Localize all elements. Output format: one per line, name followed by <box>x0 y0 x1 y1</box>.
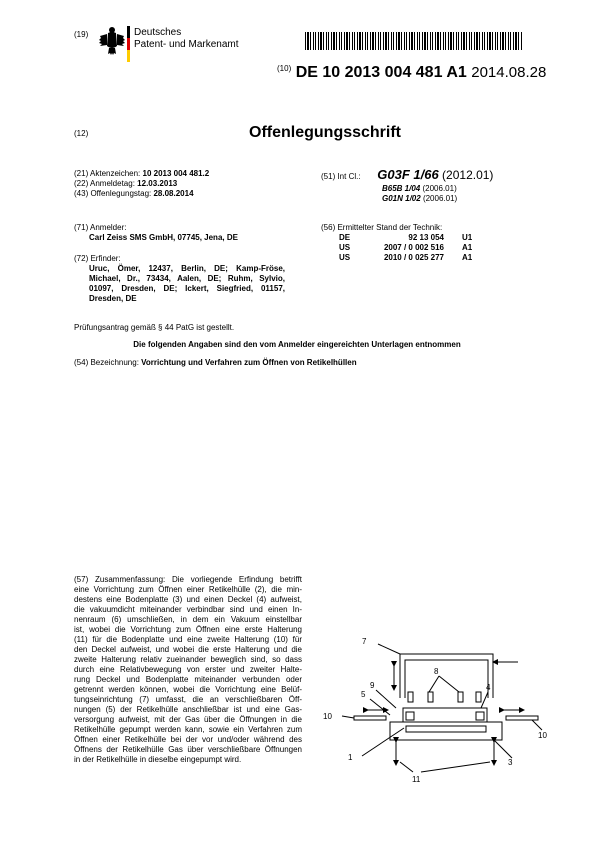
ref-number: 2007 / 0 002 516 <box>383 243 444 252</box>
inventors-line: Dresden, DE <box>89 294 137 303</box>
abstract-line: Öffnens der Retikelhülle Gas über verschließbare Öffnungen <box>74 745 302 754</box>
abstract-line: die vakuumdicht miteinander verbindbar sind und einen In- <box>74 605 302 614</box>
abstract-line: (57) Zusammenfassung: Die vorliegende Erfindung betrifft <box>74 575 302 584</box>
figure-label-5: 5 <box>361 690 366 699</box>
inventors-line: 01097, Dresden, DE; Ickert, Siegfried, 01157, <box>89 284 285 293</box>
ipc-sub-class-1: B65B 1/04 <box>382 184 421 193</box>
flag-stripe <box>127 26 130 62</box>
abstract-line: versorgung aufweist, mit der Gas über die Öffnungen in die <box>74 715 302 724</box>
abstract-line: destens eine Bodenplatte (3) und einen Deckel (4) aufweist, <box>74 595 302 604</box>
document-date: 2014.08.28 <box>471 64 547 81</box>
prior-art-label: (56) Ermittelter Stand der Technik: <box>321 223 443 232</box>
figure-label-1: 1 <box>348 753 353 762</box>
figure-label-10-right: 10 <box>538 731 547 740</box>
figure-label-11: 11 <box>412 775 421 784</box>
inventors-section <box>74 254 285 304</box>
ref-kind: A1 <box>462 253 473 262</box>
patent-drawing <box>318 630 558 810</box>
document-number-line <box>277 64 546 82</box>
abstract-line: tungseinrichtung (7) umfasst, die an verschließbaren Öff- <box>74 695 302 704</box>
abstract <box>74 575 302 765</box>
figure-label-4: 4 <box>486 683 491 692</box>
classification <box>321 168 493 204</box>
ipc-sub-year-1: (2006.01) <box>422 184 457 193</box>
designation-title: Vorrichtung und Verfahren zum Öffnen von Retikelhüllen <box>141 358 357 367</box>
abstract-line: in der Retikelhülle in dieselbe eingepumpt wird. <box>74 755 242 764</box>
applicant-label: (71) Anmelder: <box>74 223 127 232</box>
inid-10: (10) <box>277 64 292 73</box>
ref-kind: A1 <box>462 243 473 252</box>
prior-art-ref <box>339 233 472 243</box>
examination-note: Prüfungsantrag gemäß § 44 PatG ist gestellt. <box>74 323 235 332</box>
figure-label-9: 9 <box>370 681 375 690</box>
applicant-section <box>74 223 238 243</box>
ref-number: 92 13 054 <box>408 233 444 242</box>
abstract-line: ist, wobei die Vorrichtung zum Öffnen eine erste Halterung <box>74 625 302 634</box>
patent-office-name <box>134 27 239 51</box>
figure-label-10-left: 10 <box>323 712 332 721</box>
file-number-label: (21) Aktenzeichen: <box>74 169 141 178</box>
inid-19: (19) <box>74 30 89 39</box>
bibliographic-data <box>74 169 209 199</box>
filing-date: 12.03.2013 <box>137 179 178 188</box>
abstract-line: getrennt werden können, wobei die Vorrichtung eine Belüf- <box>74 685 302 694</box>
abstract-line: zweite Halterung relativ zueinander beweglich sind, so dass <box>74 655 302 664</box>
abstract-line: Retikelhülle gepumpt werden kann, sowie ein Verfahren zum <box>74 725 302 734</box>
office-line-2: Patent- und Markenamt <box>134 39 239 50</box>
prior-art-ref <box>339 253 472 263</box>
ipc-main-year: (2012.01) <box>442 168 494 182</box>
ref-kind: U1 <box>462 233 473 242</box>
abstract-line: durch eine Relativbewegung von erster und zweiter Halte- <box>74 665 302 674</box>
abstract-line: Öffnen einer Retikelhülle bei der vor und/oder während des <box>74 735 302 744</box>
designation-label: (54) Bezeichnung: <box>74 358 139 367</box>
designation <box>74 358 357 368</box>
inid-12: (12) <box>74 129 89 138</box>
applicant-name: Carl Zeiss SMS GmbH, 07745, Jena, DE <box>89 233 238 242</box>
office-line-1: Deutsches <box>134 27 182 38</box>
abstract-line: (11) für die Bodenplatte und eine zweite Halterung (10) für <box>74 635 302 644</box>
figure-label-8: 8 <box>434 667 439 676</box>
inventors-line: Uruc, Ömer, 12437, Berlin, DE; Kamp-Fröse, <box>89 264 285 273</box>
ref-country: DE <box>339 233 351 242</box>
ipc-sub-year-2: (2006.01) <box>422 194 458 203</box>
barcode <box>305 32 522 50</box>
abstract-line: eine Vorrichtung zum Öffnen einer Retikelhülle (2), die min- <box>74 585 302 594</box>
file-number: 10 2013 004 481.2 <box>142 169 210 178</box>
abstract-line: den Deckel aufweist, und wobei die erste Halterung und die <box>74 645 302 654</box>
publication-date: 28.08.2014 <box>153 189 194 198</box>
abstract-line: nungen (5) der Retikelhülle anschließbar ist und eine Gas- <box>74 705 302 714</box>
ref-country: US <box>339 243 351 252</box>
figure-label-3: 3 <box>508 758 513 767</box>
ipc-main-class: G03F 1/66 <box>377 167 439 182</box>
document-number: DE 10 2013 004 481 A1 <box>295 64 467 81</box>
prior-art-section <box>321 223 472 263</box>
ref-number: 2010 / 0 025 277 <box>383 253 444 262</box>
prior-art-ref <box>339 243 472 253</box>
ipc-sub-class-2: G01N 1/02 <box>382 194 421 203</box>
document-type-title: Offenlegungsschrift <box>249 124 402 141</box>
publication-date-label: (43) Offenlegungstag: <box>74 189 152 198</box>
inventors-line: Michael, Dr., 73434, Aalen, DE; Ruhm, Sylvio, <box>89 274 285 283</box>
filing-date-label: (22) Anmeldetag: <box>74 179 135 188</box>
classification-label: (51) Int Cl.: <box>321 172 361 181</box>
inventors-label: (72) Erfinder: <box>74 254 121 263</box>
abstract-line: rung Deckel und Bodenplatte miteinander verbunden oder <box>74 675 302 684</box>
source-note: Die folgenden Angaben sind den vom Anmelder eingereichten Unterlagen entnommen <box>133 340 461 349</box>
figure-label-7: 7 <box>362 637 367 646</box>
abstract-line: nenraum (6) umschließen, in dem ein Vakuum einstellbar <box>74 615 302 624</box>
federal-eagle-logo <box>98 24 126 64</box>
ref-country: US <box>339 253 351 262</box>
